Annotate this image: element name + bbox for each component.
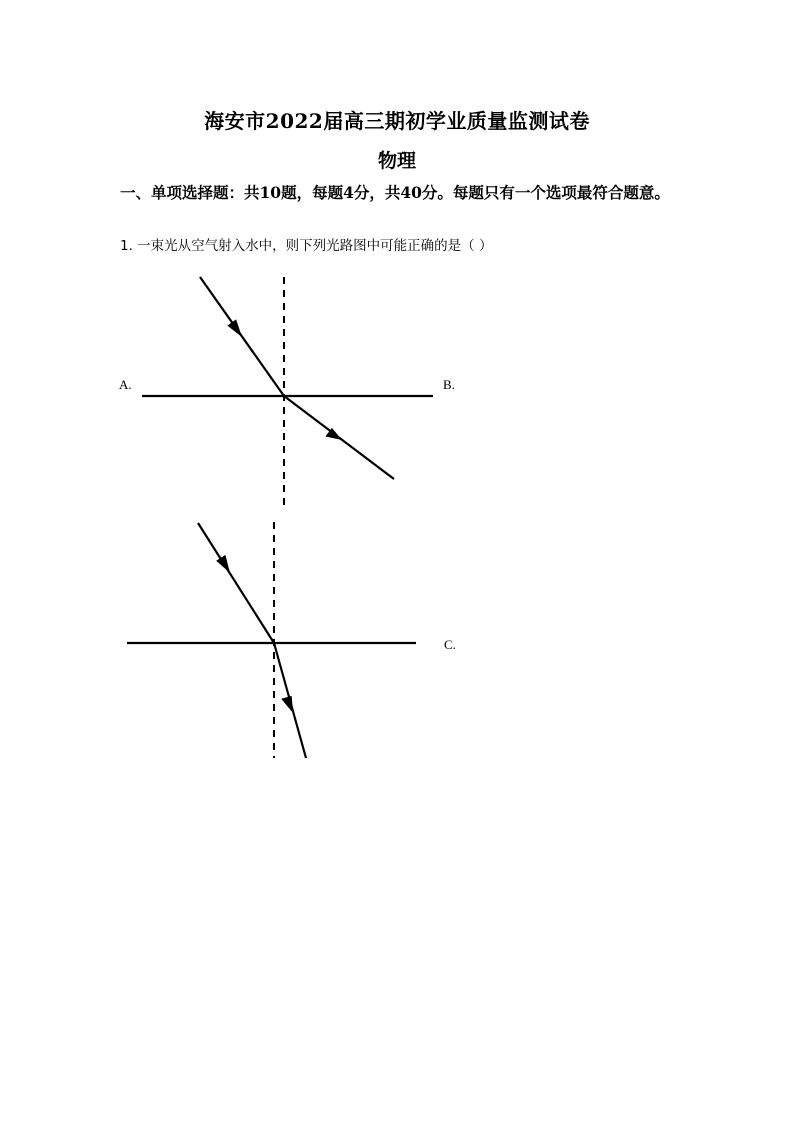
option-a-label: A. bbox=[119, 377, 132, 392]
diagram-2 bbox=[127, 522, 416, 758]
option-c-label: C. bbox=[444, 637, 456, 652]
incident-ray bbox=[198, 523, 274, 643]
subject-title: 物理 bbox=[377, 150, 416, 172]
option-b-label: B. bbox=[443, 377, 455, 392]
refracted-arrow bbox=[281, 696, 293, 713]
question-1-text: 1. 一束光从空气射入水中，则下列光路图中可能正确的是（ ） bbox=[120, 238, 493, 254]
diagram-1 bbox=[142, 277, 433, 508]
incident-arrow bbox=[227, 319, 242, 337]
incident-ray bbox=[200, 277, 284, 396]
section-heading: 一、单项选择题：共10题，每题4分，共40分。每题只有一个选项最符合题意。 bbox=[120, 183, 670, 202]
incident-arrow bbox=[216, 555, 230, 573]
page-title: 海安市2022届高三期初学业质量监测试卷 bbox=[204, 109, 590, 133]
